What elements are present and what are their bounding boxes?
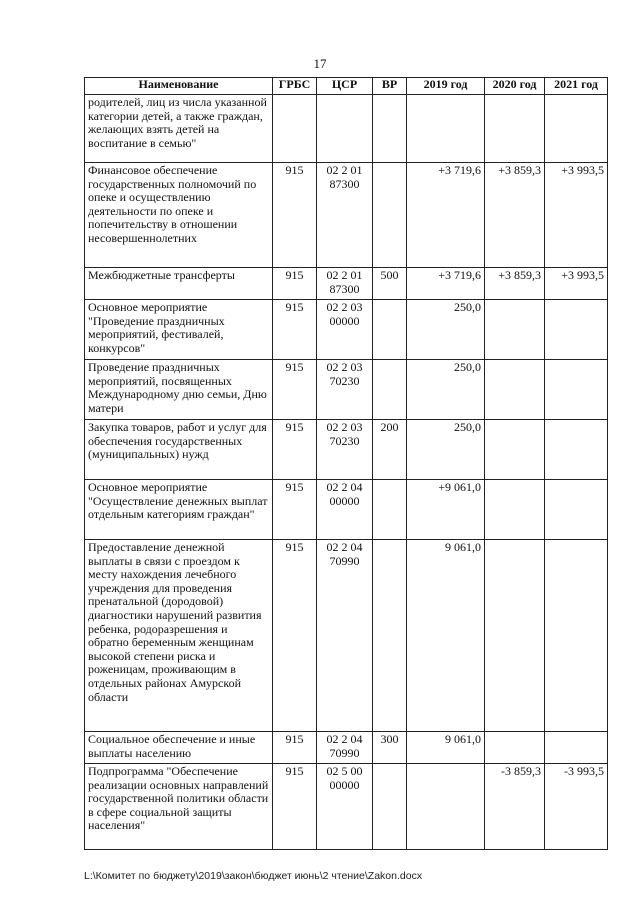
header-grbs: ГРБС	[273, 78, 317, 95]
header-vr: ВР	[373, 78, 407, 95]
header-2020: 2020 год	[485, 78, 545, 95]
cell-2020	[485, 420, 545, 480]
cell-name: Основное мероприятие "Осуществление денежных выплат отдельным категориям граждан"	[85, 480, 273, 540]
cell-vr	[373, 360, 407, 420]
cell-2021: +3 993,5	[545, 268, 608, 300]
cell-2020	[485, 95, 545, 163]
cell-name: родителей, лиц из числа указанной категории детей, а также граждан, желающих взять детей на воспитание в семью"	[85, 95, 273, 163]
cell-vr	[373, 163, 407, 268]
table-row	[85, 163, 608, 268]
cell-2021	[545, 732, 608, 764]
cell-name: Предоставление денежной выплаты в связи с проездом к месту нахождения лечебного учреждения для проведения пренатальной (дородовой) диагностики нарушений развития ребенка, родоразрешения и обратно беременным женщинам высокой степени риска и роженицам, проживающим в отдельных районах Амурской области	[85, 540, 273, 732]
cell-csr	[317, 95, 373, 163]
cell-2019: +3 719,6	[407, 268, 485, 300]
cell-csr: 02 2 04 00000	[317, 480, 373, 540]
cell-2019: 250,0	[407, 300, 485, 360]
cell-csr: 02 2 03 70230	[317, 360, 373, 420]
table-header-row	[85, 78, 608, 95]
cell-grbs: 915	[273, 268, 317, 300]
header-2019: 2019 год	[407, 78, 485, 95]
cell-vr	[373, 95, 407, 163]
table-row	[85, 732, 608, 764]
cell-grbs: 915	[273, 764, 317, 850]
cell-2021	[545, 540, 608, 732]
table-row	[85, 268, 608, 300]
cell-name: Закупка товаров, работ и услуг для обеспечения государственных (муниципальных) нужд	[85, 420, 273, 480]
cell-2021	[545, 95, 608, 163]
cell-2019: +9 061,0	[407, 480, 485, 540]
cell-2019: 9 061,0	[407, 732, 485, 764]
cell-2019: 9 061,0	[407, 540, 485, 732]
cell-csr: 02 2 04 70990	[317, 540, 373, 732]
cell-vr	[373, 480, 407, 540]
cell-2020: +3 859,3	[485, 268, 545, 300]
cell-csr: 02 2 01 87300	[317, 163, 373, 268]
cell-2019	[407, 95, 485, 163]
cell-2021	[545, 360, 608, 420]
budget-table	[84, 77, 608, 850]
cell-2019: 250,0	[407, 360, 485, 420]
cell-2021	[545, 480, 608, 540]
cell-name: Проведение праздничных мероприятий, посвященных Международному дню семьи, Дню матери	[85, 360, 273, 420]
cell-2019	[407, 764, 485, 850]
table-row	[85, 95, 608, 163]
cell-2021	[545, 300, 608, 360]
cell-2021: -3 993,5	[545, 764, 608, 850]
cell-2020	[485, 360, 545, 420]
cell-grbs: 915	[273, 732, 317, 764]
table-row	[85, 420, 608, 480]
cell-name: Социальное обеспечение и иные выплаты населению	[85, 732, 273, 764]
cell-2019: +3 719,6	[407, 163, 485, 268]
table-row	[85, 480, 608, 540]
cell-vr	[373, 764, 407, 850]
cell-vr: 500	[373, 268, 407, 300]
table-row	[85, 764, 608, 850]
cell-vr	[373, 300, 407, 360]
cell-vr	[373, 540, 407, 732]
table-row	[85, 360, 608, 420]
cell-2020	[485, 540, 545, 732]
table-row	[85, 540, 608, 732]
cell-csr: 02 2 01 87300	[317, 268, 373, 300]
cell-name: Межбюджетные трансферты	[85, 268, 273, 300]
cell-grbs: 915	[273, 300, 317, 360]
cell-vr: 200	[373, 420, 407, 480]
header-name: Наименование	[85, 78, 273, 95]
table-row	[85, 300, 608, 360]
footer-file-path: L:\Комитет по бюджету\2019\закон\бюджет июнь\2 чтение\Zakon.docx	[84, 870, 423, 882]
cell-csr: 02 2 04 70990	[317, 732, 373, 764]
cell-2020: -3 859,3	[485, 764, 545, 850]
cell-name: Подпрограмма "Обеспечение реализации основных направлений государственной политики области в сфере социальной защиты населения"	[85, 764, 273, 850]
cell-2021: +3 993,5	[545, 163, 608, 268]
cell-grbs: 915	[273, 360, 317, 420]
header-csr: ЦСР	[317, 78, 373, 95]
cell-grbs: 915	[273, 420, 317, 480]
cell-grbs: 915	[273, 480, 317, 540]
cell-grbs: 915	[273, 163, 317, 268]
cell-2020	[485, 480, 545, 540]
cell-csr: 02 5 00 00000	[317, 764, 373, 850]
cell-csr: 02 2 03 00000	[317, 300, 373, 360]
cell-grbs	[273, 95, 317, 163]
cell-vr: 300	[373, 732, 407, 764]
cell-2021	[545, 420, 608, 480]
cell-2020: +3 859,3	[485, 163, 545, 268]
cell-2020	[485, 300, 545, 360]
header-2021: 2021 год	[545, 78, 608, 95]
cell-grbs: 915	[273, 540, 317, 732]
cell-2019: 250,0	[407, 420, 485, 480]
cell-2020	[485, 732, 545, 764]
cell-name: Основное мероприятие "Проведение праздничных мероприятий, фестивалей, конкурсов"	[85, 300, 273, 360]
page-number: 17	[313, 56, 327, 71]
cell-name: Финансовое обеспечение государственных полномочий по опеке и осуществлению деятельности по опеке и попечительству в отношении несовершеннолетних	[85, 163, 273, 268]
cell-csr: 02 2 03 70230	[317, 420, 373, 480]
